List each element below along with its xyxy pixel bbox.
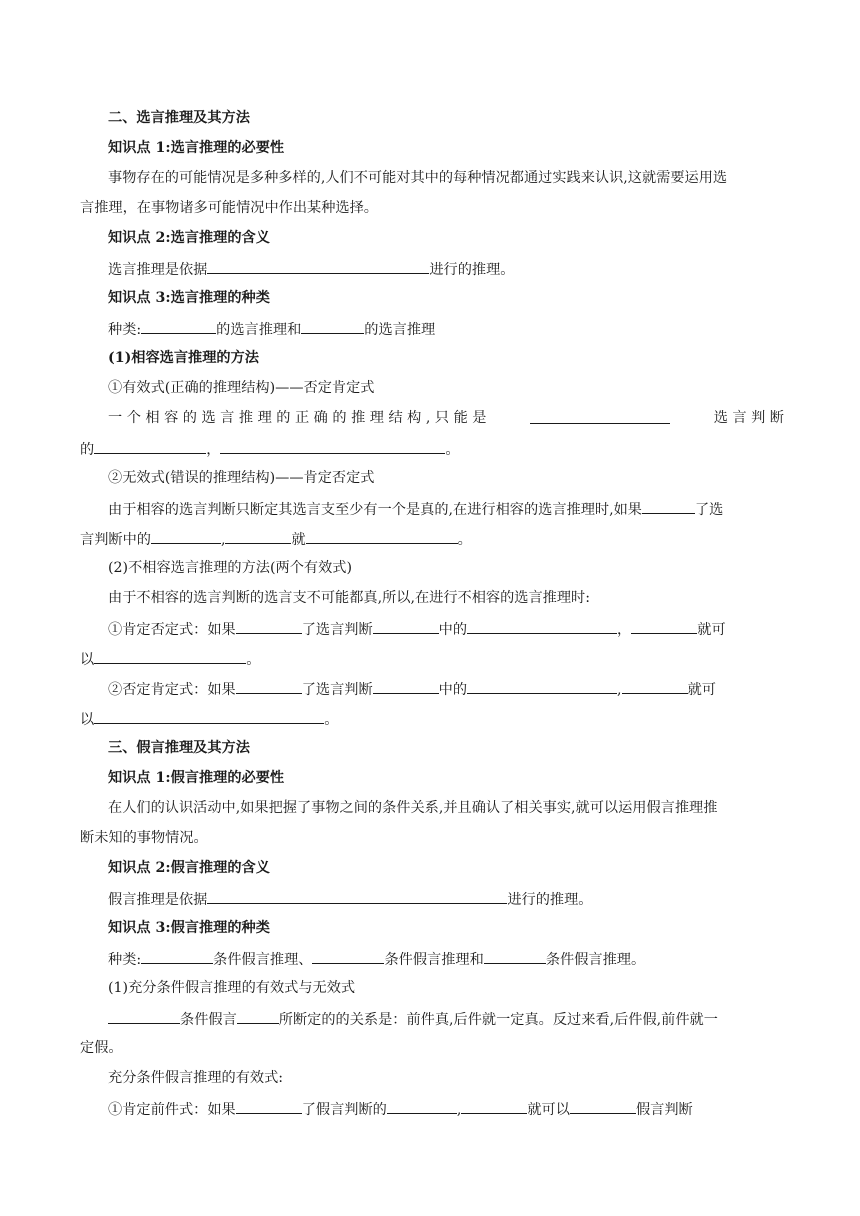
- text: ,: [220, 532, 226, 548]
- text: 了假言判断的: [301, 1102, 387, 1118]
- answer-blank[interactable]: [306, 528, 458, 544]
- answer-blank[interactable]: [237, 1008, 279, 1024]
- text: 的选言推理和: [216, 322, 302, 338]
- paragraph-line: 在人们的认识活动中,如果把握了事物之间的条件关系,并且确认了相关事实,就可以运用假言推理推: [108, 800, 718, 816]
- fill-in-line: [108, 1098, 784, 1120]
- text: 中的: [438, 682, 468, 698]
- text: 选 言 判 断: [713, 410, 784, 426]
- fill-in-line: [80, 708, 784, 730]
- knowledge-point-title: 知识点 3:假言推理的种类: [108, 920, 270, 936]
- paragraph-line: 由于不相容的选言判断的选言支不可能都真,所以,在进行不相容的选言推理时:: [108, 590, 590, 606]
- subsection-title: ②无效式(错误的推理结构)——肯定否定式: [108, 470, 375, 486]
- fill-in-line: [108, 678, 784, 700]
- text: 以: [80, 652, 95, 668]
- answer-blank[interactable]: [461, 1098, 527, 1114]
- text: ①肯定否定式：如果: [108, 622, 236, 638]
- knowledge-point-title: 知识点 3:选言推理的种类: [108, 290, 270, 306]
- answer-blank[interactable]: [570, 1098, 636, 1114]
- text: 的: [80, 442, 95, 458]
- answer-blank[interactable]: [220, 438, 445, 454]
- paragraph-line: 言推理，在事物诸多可能情况中作出某种选择。: [80, 200, 378, 216]
- answer-blank[interactable]: [622, 678, 688, 694]
- answer-blank[interactable]: [530, 408, 670, 424]
- text: 进行的推理。: [429, 262, 515, 278]
- text: 。: [445, 442, 460, 458]
- text: 了选: [694, 502, 724, 518]
- text: 就可: [687, 682, 716, 698]
- subsection-title: (1)充分条件假言推理的有效式与无效式: [108, 980, 356, 996]
- text: ，: [206, 442, 221, 458]
- text: 种类:: [108, 952, 142, 968]
- answer-blank[interactable]: [94, 648, 246, 664]
- text: 就可以: [527, 1102, 570, 1118]
- answer-blank[interactable]: [631, 618, 697, 634]
- paragraph-line: 事物存在的可能情况是多种多样的,人们不可能对其中的每种情况都通过实践来认识,这就需要运用选: [108, 170, 728, 186]
- fill-in-line: [108, 498, 784, 520]
- text: ,: [456, 1102, 462, 1118]
- answer-blank[interactable]: [225, 528, 291, 544]
- text: 假言判断: [635, 1102, 693, 1118]
- paragraph-line: 断未知的事物情况。: [80, 830, 208, 846]
- answer-blank[interactable]: [301, 318, 364, 334]
- section-heading: 三、假言推理及其方法: [108, 740, 250, 756]
- subsection-title: (2)不相容选言推理的方法(两个有效式): [108, 560, 352, 576]
- answer-blank[interactable]: [236, 618, 302, 634]
- fill-in-line: [108, 258, 784, 280]
- text: 条件假言: [180, 1012, 237, 1028]
- subsection-title: ①有效式(正确的推理结构)——否定肯定式: [108, 380, 375, 396]
- answer-blank[interactable]: [108, 1008, 180, 1024]
- text: 就: [291, 532, 306, 548]
- paragraph-line: 定假。: [80, 1040, 123, 1056]
- text: 中的: [438, 622, 468, 638]
- text: 了选言判断: [301, 682, 373, 698]
- subsection-title: 充分条件假言推理的有效式:: [108, 1070, 284, 1086]
- text: 。: [324, 712, 339, 728]
- fill-in-line: [108, 408, 784, 428]
- text: ①肯定前件式：如果: [108, 1102, 236, 1118]
- answer-blank[interactable]: [236, 678, 302, 694]
- text: 了选言判断: [301, 622, 373, 638]
- text: 种类:: [108, 322, 142, 338]
- knowledge-point-title: 知识点 2:假言推理的含义: [108, 860, 270, 876]
- answer-blank[interactable]: [642, 498, 695, 514]
- answer-blank[interactable]: [207, 258, 429, 274]
- text: 由于相容的选言判断只断定其选言支至少有一个是真的,在进行相容的选言推理时,如果: [108, 502, 642, 518]
- text: 选言推理是依据: [108, 262, 208, 278]
- text: 的选言推理: [364, 322, 436, 338]
- answer-blank[interactable]: [387, 1098, 457, 1114]
- answer-blank[interactable]: [236, 1098, 302, 1114]
- text: 言判断中的: [80, 532, 151, 548]
- text: ,: [617, 682, 622, 698]
- answer-blank[interactable]: [141, 948, 213, 964]
- text: ②否定肯定式：如果: [108, 682, 236, 698]
- text: 假言推理是依据: [108, 892, 208, 908]
- knowledge-point-title: 知识点 1:假言推理的必要性: [108, 770, 285, 786]
- subsection-title: (1)相容选言推理的方法: [108, 350, 259, 366]
- answer-blank[interactable]: [94, 708, 324, 724]
- fill-in-line: [108, 888, 784, 910]
- fill-in-line: [80, 438, 784, 460]
- answer-blank[interactable]: [467, 678, 617, 694]
- fill-in-line: [108, 948, 784, 970]
- answer-blank[interactable]: [207, 888, 507, 904]
- knowledge-point-title: 知识点 2:选言推理的含义: [108, 230, 270, 246]
- fill-in-line: [108, 318, 784, 340]
- fill-in-line: [80, 648, 784, 670]
- knowledge-point-title: 知识点 1:选言推理的必要性: [108, 140, 285, 156]
- text: 就可: [697, 622, 726, 638]
- answer-blank[interactable]: [467, 618, 617, 634]
- text: 所断定的的关系是：前件真,后件就一定真。反过来看,后件假,前件就一: [278, 1012, 718, 1028]
- fill-in-line: [108, 1008, 784, 1030]
- text: 条件假言推理、: [213, 952, 313, 968]
- answer-blank[interactable]: [94, 438, 206, 454]
- answer-blank[interactable]: [373, 678, 439, 694]
- answer-blank[interactable]: [312, 948, 384, 964]
- answer-blank[interactable]: [141, 318, 216, 334]
- fill-in-line: [108, 618, 784, 640]
- answer-blank[interactable]: [373, 618, 439, 634]
- text: 条件假言推理。: [545, 952, 646, 968]
- text: 以: [80, 712, 95, 728]
- fill-in-line: [80, 528, 784, 550]
- text: 。: [246, 652, 261, 668]
- answer-blank[interactable]: [151, 528, 221, 544]
- answer-blank[interactable]: [484, 948, 546, 964]
- text: 条件假言推理和: [384, 952, 484, 968]
- section-heading: 二、选言推理及其方法: [108, 110, 250, 126]
- text: ，: [617, 622, 632, 638]
- text: 进行的推理。: [507, 892, 593, 908]
- text: 一 个 相 容 的 选 言 推 理 的 正 确 的 推 理 结 构 , 只 能 是: [108, 410, 487, 426]
- text: 。: [457, 532, 472, 548]
